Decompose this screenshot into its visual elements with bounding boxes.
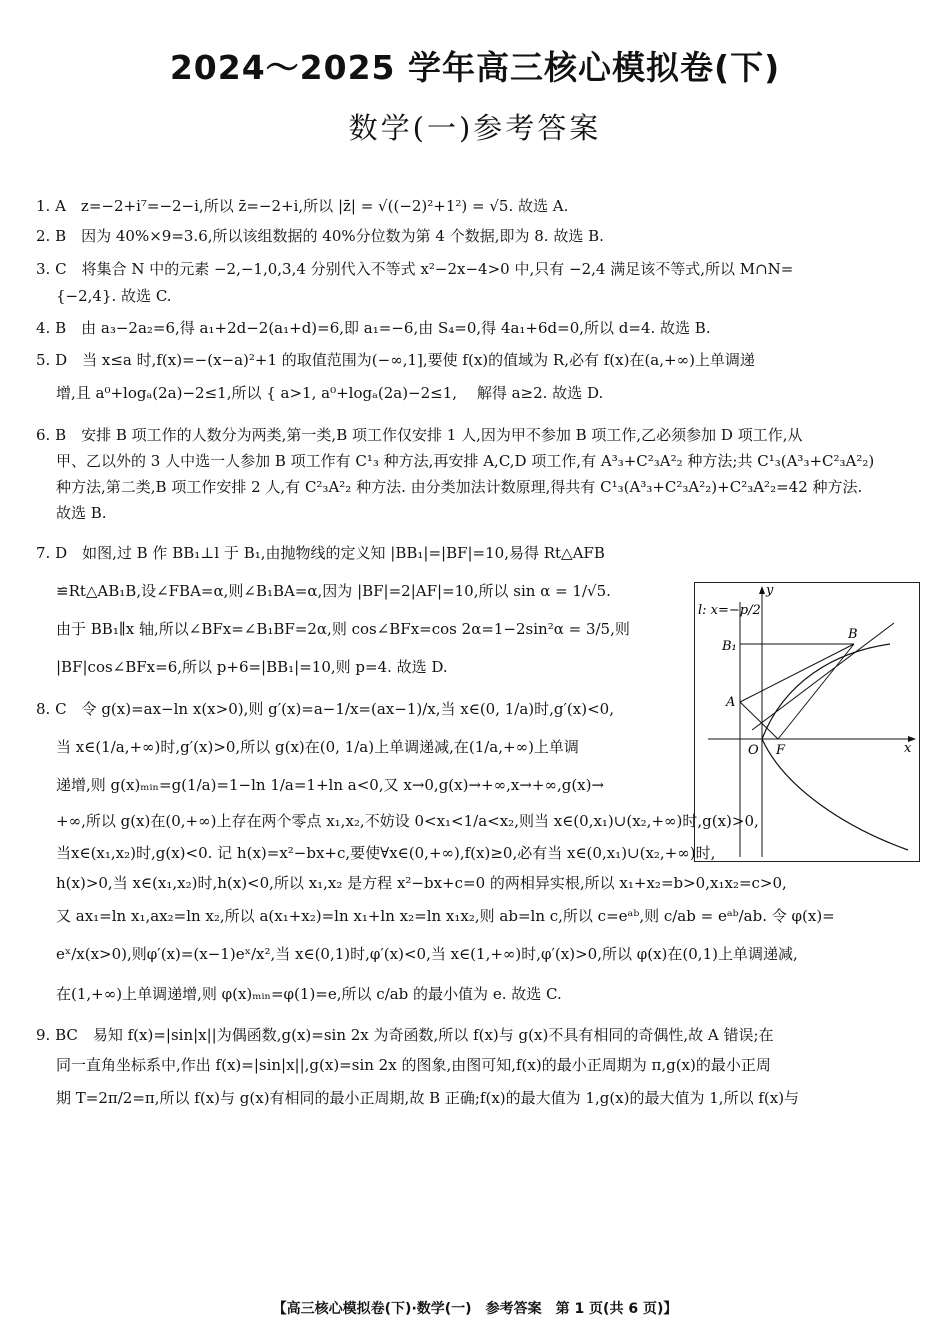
answer-line: 由于 BB₁∥x 轴,所以∠BFx=∠B₁BF=2α,则 cos∠BFx=cos 2α=1−2sin²α = 3/5,则 (56, 620, 630, 638)
figure-frame (695, 583, 920, 862)
answer-9 (36, 1020, 916, 1116)
answer-line: 甲、乙以外的 3 人中选一人参加 B 项工作有 C¹₃ 种方法,再安排 A,C,D 项工作,有 A³₃+C²₃A²₂ 种方法;共 C¹₃(A³₃+C²₃A²₂) (56, 452, 875, 470)
answer-line: eˣ/x(x>0),则φ′(x)=(x−1)eˣ/x²,当 x∈(0,1)时,φ′(x)<0,当 x∈(1,+∞)时,φ′(x)>0,所以 φ(x)在(0,1)上单调递减, (56, 945, 798, 963)
page-footer: 【高三核心模拟卷(下)·数学(一) 参考答案 第 1 页(共 6 页)】 (272, 1301, 678, 1317)
answer-line: 8. C 令 g(x)=ax−ln x(x>0),则 g′(x)=a−1/x=(ax−1)/x,当 x∈(0, 1/a)时,g′(x)<0, (36, 700, 614, 718)
answer-line: 3. C 将集合 N 中的元素 −2,−1,0,3,4 分别代入不等式 x²−2x−4>0 中,只有 −2,4 满足该不等式,所以 M∩N= (36, 260, 794, 278)
answer-line: 5. D 当 x≤a 时,f(x)=−(x−a)²+1 的取值范围为(−∞,1],要使 f(x)的值域为 R,必有 f(x)在(a,+∞)上单调递 (36, 351, 755, 369)
point-b-label: B (848, 627, 858, 642)
x-axis-label: x (904, 741, 912, 756)
answer-line: 期 T=2π/2=π,所以 f(x)与 g(x)有相同的最小正周期,故 B 正确;f(x)的最大值为 1,g(x)的最大值为 1,所以 f(x)与 (56, 1089, 800, 1107)
answer-line: 又 ax₁=ln x₁,ax₂=ln x₂,所以 a(x₁+x₂)=ln x₁+ln x₂=ln x₁x₂,则 ab=ln c,所以 c=eᵃᵇ,则 c/ab = eᵃᵇ/ab. 令 φ(x)= (56, 907, 835, 925)
answer-line: 当x∈(x₁,x₂)时,g(x)<0. 记 h(x)=x²−bx+c,要使∀x∈(0,+∞),f(x)≥0,必有当 x∈(0,x₁)∪(x₂,+∞)时, (56, 844, 716, 862)
parabola-diagram (694, 582, 920, 862)
answer-5 (36, 348, 916, 414)
answer-line: 当 x∈(1/a,+∞)时,g′(x)>0,所以 g(x)在(0, 1/a)上单调递减,在(1/a,+∞)上单调 (56, 738, 579, 756)
y-axis-arrow (759, 586, 765, 594)
page-subtitle: 数学(一)参考答案 (348, 111, 602, 145)
answer-line: 同一直角坐标系中,作出 f(x)=|sin|x||,g(x)=sin 2x 的图象,由图可知,f(x)的最小正周期为 π,g(x)的最小正周 (56, 1056, 771, 1074)
answer-2 (36, 226, 916, 246)
answer-line: +∞,所以 g(x)在(0,+∞)上存在两个零点 x₁,x₂,不妨设 0<x₁<1/a<x₂,则当 x∈(0,x₁)∪(x₂,+∞)时,g(x)>0, (56, 812, 759, 830)
point-a-label: A (726, 695, 736, 710)
answer-line: |BF|cos∠BFx=6,所以 p+6=|BB₁|=10,则 p=4. 故选 D. (56, 658, 448, 676)
answer-line: h(x)>0,当 x∈(x₁,x₂)时,h(x)<0,所以 x₁,x₂ 是方程 x²−bx+c=0 的两相异实根,所以 x₁+x₂=b>0,x₁x₂=c>0, (56, 874, 787, 892)
focus-label: F (776, 743, 786, 758)
answer-6 (36, 422, 916, 526)
y-axis-label: y (766, 583, 774, 598)
segment-FB (778, 644, 854, 739)
answer-line: 4. B 由 a₃−2a₂=6,得 a₁+2d−2(a₁+d)=6,即 a₁=−6,由 S₄=0,得 4a₁+6d=0,所以 d=4. 故选 B. (36, 319, 711, 337)
answer-4 (36, 318, 916, 338)
answer-line: 在(1,+∞)上单调递增,则 φ(x)ₘᵢₙ=φ(1)=e,所以 c/ab 的最小值为 e. 故选 C. (56, 985, 562, 1003)
answer-line: 6. B 安排 B 项工作的人数分为两类,第一类,B 项工作仅安排 1 人,因为甲不参加 B 项工作,乙必须参加 D 项工作,从 (36, 426, 803, 444)
page-title: 2024～2025 学年高三核心模拟卷(下) (169, 48, 781, 87)
answer-line: 故选 B. (56, 504, 107, 522)
answer-line: 递增,则 g(x)ₘᵢₙ=g(1/a)=1−ln 1/a=1+ln a<0,又 x→0,g(x)→+∞,x→+∞,g(x)→ (56, 776, 605, 794)
directrix-label: l: x=−p/2 (698, 603, 761, 618)
point-b1-label: B₁ (722, 639, 737, 654)
answer-line: 7. D 如图,过 B 作 BB₁⊥l 于 B₁,由抛物线的定义知 |BB₁|=|BF|=10,易得 Rt△AFB (36, 544, 605, 562)
answer-line: 9. BC 易知 f(x)=|sin|x||为偶函数,g(x)=sin 2x 为奇函数,所以 f(x)与 g(x)不具有相同的奇偶性,故 A 错误;在 (36, 1026, 774, 1044)
answer-line: ≌Rt△AB₁B,设∠FBA=α,则∠B₁BA=α,因为 |BF|=2|AF|=10,所以 sin α = 1/√5. (56, 582, 611, 600)
parabola-figure (694, 582, 920, 862)
answer-3 (36, 256, 916, 310)
answer-line: {−2,4}. 故选 C. (56, 287, 172, 305)
answer-7 (36, 534, 686, 686)
answer-1 (36, 196, 916, 216)
origin-label: O (748, 743, 759, 758)
answer-line: 2. B 因为 40%×9=3.6,所以该组数据的 40%分位数为第 4 个数据,即为 8. 故选 B. (36, 227, 604, 245)
answer-line: 增,且 a⁰+logₐ(2a)−2≤1,所以 { a>1, a⁰+logₐ(2a)−2≤1, 解得 a≥2. 故选 D. (56, 384, 604, 402)
answer-line: 1. A z=−2+i⁷=−2−i,所以 z̄=−2+i,所以 |z̄| = √((−2)²+1²) = √5. 故选 A. (36, 197, 569, 215)
line-AB (752, 623, 894, 730)
segment-AF (740, 702, 778, 739)
answer-line: 种方法,第二类,B 项工作安排 2 人,有 C²₃A²₂ 种方法. 由分类加法计数原理,得共有 C¹₃(A³₃+C²₃A²₂)+C²₃A²₂=42 种方法. (56, 478, 863, 496)
segment-AB (740, 644, 854, 702)
